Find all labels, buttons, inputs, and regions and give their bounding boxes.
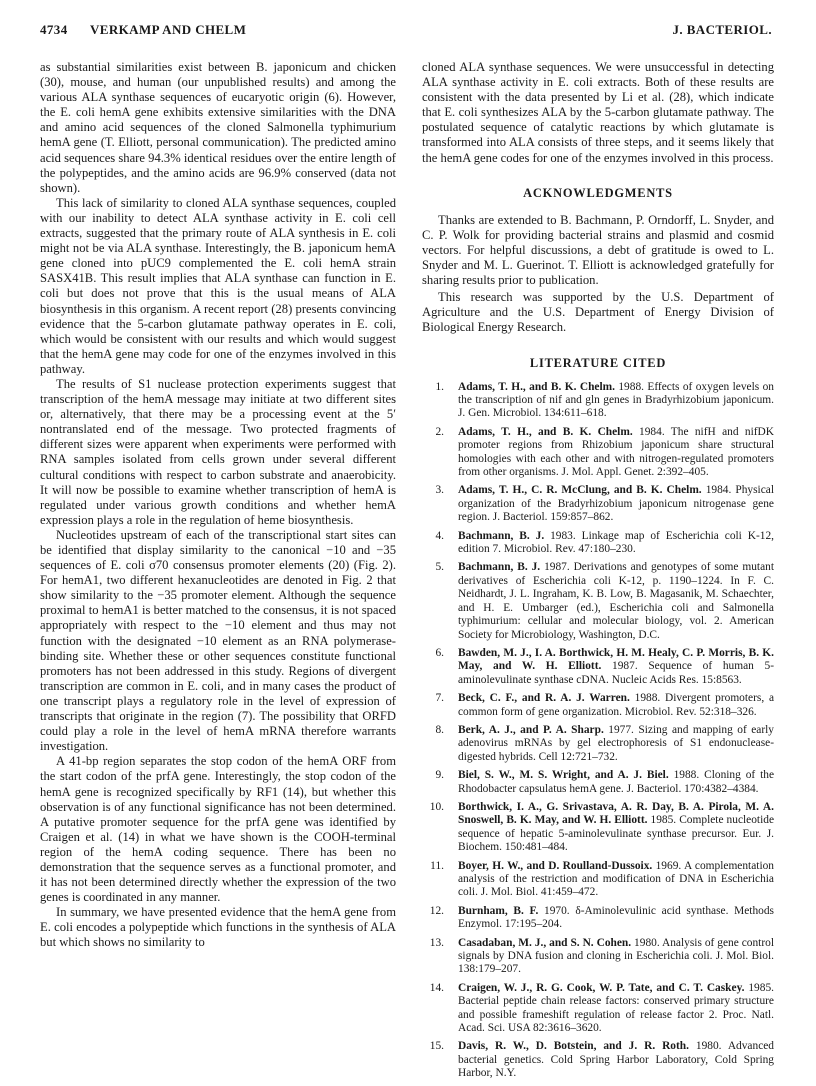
reference-number: 10.: [429, 800, 444, 813]
reference-text: 1970. δ-Aminolevulinic acid synthase. Methods Enzymol. 17:195–204.: [458, 904, 774, 931]
reference-item: [422, 647, 774, 687]
reference-authors: Davis, R. W., D. Botstein, and J. R. Roth.: [458, 1040, 689, 1053]
reference-number: 1.: [435, 380, 444, 393]
page-number: 4734: [40, 22, 68, 37]
reference-text: 1977. Sizing and mapping of early adenovirus mRNAs by gel electrophoresis of S1 endonuclease-digested hybrids. Cell 12:721–732.: [458, 723, 774, 763]
reference-item: [422, 905, 774, 932]
reference-authors: Adams, T. H., and B. K. Chelm.: [458, 380, 615, 393]
right-column: [422, 60, 774, 1086]
reference-text: 1988. Effects of oxygen levels on the transcription of nif and gln genes in Bradyrhizobium japonicum. J. Gen. Microbiol. 134:611–618.: [458, 380, 774, 420]
acknowledgment-paragraph: This research was supported by the U.S. Department of Agriculture and the U.S. Department of Energy Division of Biological Energy Research.: [422, 290, 774, 335]
reference-text: 1985. Bacterial peptide chain release factors: conserved primary structure and possible frameshift regulation of release factor 2. Proc. Natl. Acad. Sci. USA 82:3616–3620.: [458, 981, 774, 1035]
reference-authors: Bachmann, B. J.: [458, 529, 545, 542]
body-paragraph: This lack of similarity to cloned ALA synthase sequences, coupled with our inability to detect ALA synthase activity in E. coli cell extracts, suggested that the primary route of ALA synthesis in E. coli might not be via ALA synthase. Interestingly, the B. japonicum hemA gene cloned into pUC9 complemented the E. coli hemA strain SASX41B. This result implies that ALA synthase can function in E. coli but does not prove that this is the usual means of ALA biosynthesis in this organism. A recent report (28) presents convincing evidence that the 5-carbon glutamate pathway operates in E. coli, which would be consistent with our results and which would suggest that the hemA gene may code for one of the enzymes involved in this pathway.: [40, 195, 396, 376]
reference-item: [422, 484, 774, 524]
reference-number: 7.: [435, 692, 444, 705]
reference-number: 12.: [429, 904, 444, 917]
reference-number: 15.: [429, 1040, 444, 1053]
reference-item: [422, 860, 774, 900]
reference-authors: Adams, T. H., and B. K. Chelm.: [458, 425, 633, 438]
reference-authors: Boyer, H. W., and D. Roulland-Dussoix.: [458, 859, 653, 872]
reference-item: [422, 769, 774, 796]
reference-text: 1980. Analysis of gene control signals by DNA fusion and cloning in Escherichia coli. J. Mol. Biol. 138:179–207.: [458, 936, 774, 976]
reference-authors: Adams, T. H., C. R. McClung, and B. K. Chelm.: [458, 484, 702, 497]
reference-text: 1985. Complete nucleotide sequence of hepatic 5-aminolevulinate synthase precursor. Eur. J. Biochem. 150:481–484.: [458, 814, 775, 854]
reference-authors: Burnham, B. F.: [458, 904, 539, 917]
reference-text: 1980. Advanced bacterial genetics. Cold Spring Harbor Laboratory, Cold Spring Harbor, N.Y.: [458, 1040, 774, 1080]
reference-number: 4.: [435, 529, 444, 542]
reference-number: 2.: [435, 425, 444, 438]
body-paragraph: cloned ALA synthase sequences. We were unsuccessful in detecting ALA synthase activity in E. coli extracts. Both of these results are consistent with the data presented by Li et al. (28), which indicate that E. coli synthesizes ALA by the 5-carbon glutamate pathway. The postulated sequence of catalytic reactions by which glutamate is transformed into ALA consists of three steps, and it seems likely that the hemA gene codes for one of the enzymes involved in this process.: [422, 60, 774, 165]
reference-text: 1987. Sequence of human 5-aminolevulinate synthase cDNA. Nucleic Acids Res. 15:8563.: [458, 660, 774, 686]
left-column: [40, 60, 396, 951]
body-paragraph: as substantial similarities exist between B. japonicum and chicken (30), mouse, and human (our unpublished results) and among the various ALA synthase sequences of eucaryotic origin (6). However, the E. coli hemA gene exhibits extensive similarities with the DNA and amino acid sequences of the cloned Salmonella typhimurium hemA gene (T. Elliott, personal communication). The predicted amino acid sequences share 94.3% identical residues over the entire length of the polypeptides, and the amino acids are 96.9% conserved (data not shown).: [40, 60, 396, 195]
reference-authors: Berk, A. J., and P. A. Sharp.: [458, 723, 604, 736]
reference-authors: Beck, C. F., and R. A. J. Warren.: [458, 692, 630, 705]
reference-item: [422, 724, 774, 764]
journal-name: J. BACTERIOL.: [672, 22, 772, 37]
reference-item: [422, 801, 774, 855]
reference-authors: Bachmann, B. J.: [458, 561, 541, 574]
references-heading: LITERATURE CITED: [529, 355, 667, 370]
reference-number: 8.: [435, 723, 444, 736]
reference-text: 1988. Divergent promoters, a common form of gene organization. Microbiol. Rev. 52:318–326.: [458, 692, 775, 718]
acknowledgment-paragraph: Thanks are extended to B. Bachmann, P. Orndorff, L. Snyder, and C. P. Wolk for providing bacterial strains and plasmid and cosmid vectors. For helpful discussions, a debt of gratitude is owed to L. Snyder and M. L. Guerinot. T. Elliott is acknowledged gratefully for sharing results prior to publication.: [422, 212, 774, 288]
reference-item: [422, 982, 774, 1036]
reference-item: [422, 692, 774, 719]
body-paragraph: A 41-bp region separates the stop codon of the hemA ORF from the start codon of the prfA gene. Interestingly, the stop codon of the hemA gene is recognized specifically by RF1 (14), but whether this observation is of any functional significance has not been determined. A putative promoter sequence for the prfA gene was identified by Craigen et al. (14) in what we have shown is the COOH-terminal region of the hemA coding sequence. There has been no demonstration that the sequence serves as a functional promoter, and it has not been determined directly whether the expression of the two genes is coordinated in any manner.: [40, 754, 396, 905]
body-paragraph: The results of S1 nuclease protection experiments suggest that transcription of the hemA message may initiate at two different sites or, alternatively, that there may be a processing event at the 5′ nontranslated end of the message. Two protected fragments of different sizes were apparent when experiments were performed with RNA samples isolated from cells grown under several different cultural conditions with respect to carbon substrate and anaerobicity. It will now be possible to examine whether transcription of hemA is regulated under various growth conditions and whether hemA expression plays a role in the regulation of heme biosynthesis.: [40, 376, 396, 527]
running-title: VERKAMP AND CHELM: [90, 22, 247, 37]
reference-list: [422, 381, 774, 1081]
reference-number: 14.: [429, 981, 444, 994]
reference-text: 1988. Cloning of the Rhodobacter capsulatus hemA gene. J. Bacteriol. 170:4382–4384.: [458, 769, 775, 795]
reference-number: 3.: [435, 484, 444, 497]
reference-item: [422, 530, 774, 557]
reference-item: [422, 426, 774, 480]
reference-authors: Craigen, W. J., R. G. Cook, W. P. Tate, and C. T. Caskey.: [458, 981, 745, 994]
reference-authors: Borthwick, I. A., G. Srivastava, A. R. Day, B. A. Pirola, M. A. Snoswell, B. K. May, and W. H. Elliott.: [458, 800, 774, 827]
acknowledgments: [422, 213, 774, 336]
reference-number: 5.: [435, 561, 444, 574]
reference-item: [422, 1040, 774, 1080]
page-header: [40, 22, 772, 40]
reference-item: [422, 937, 774, 977]
reference-text: 1987. Derivations and genotypes of some mutant derivatives of Escherichia coli K-12, p. 1190–1224. In F. C. Neidhardt, J. L. Ingraham, K. B. Low, B. Magasanik, M. Schaechter, and H. E. Umbarger (ed.), Escherichia coli and Salmonella typhimurium: cellular and molecular biology, vol. 2. American Society for Microbiology, Washington, D.C.: [458, 561, 774, 641]
body-paragraph: In summary, we have presented evidence that the hemA gene from E. coli encodes a polypeptide which functions in the synthesis of ALA but which shows no similarity to: [40, 905, 396, 950]
reference-item: [422, 561, 774, 641]
reference-text: 1984. The nifH and nifDK promoter regions from Rhizobium japonicum share structural homologies with each other and with nitrogen-regulated promoters from other organisms. J. Mol. Appl. Genet. 2:392–405.: [458, 425, 774, 479]
reference-item: [422, 381, 774, 421]
reference-authors: Biel, S. W., M. S. Wright, and A. J. Biel.: [458, 769, 669, 782]
body-paragraph: Nucleotides upstream of each of the transcriptional start sites can be identified that display similarity to the canonical −10 and −35 sequences of E. coli σ70 consensus promoter elements (20) (Fig. 2). For hemA1, two different hexanucleotides are denoted in Fig. 2 that show similarity to the −35 promoter element. Although the sequence proximal to hemA1 is better matched to the consensus, it is not spaced appropriately with respect to the −10 element and thus may not function with the designated −10 element as an RNA polymerase-binding site. Whether these or other sequences constitute functional promoters has not been addressed in this study. Regions of divergent transcription are common in E. coli, and in many cases the product of one transcript plays a regulatory role in the level of expression of transcripts that originate in the region (7). The possibility that ORFD could play a role in the level of hemA mRNA therefore warrants investigation.: [40, 527, 396, 754]
reference-number: 6.: [435, 646, 444, 659]
reference-number: 9.: [435, 769, 444, 782]
reference-authors: Casadaban, M. J., and S. N. Cohen.: [458, 936, 632, 949]
reference-text: 1984. Physical organization of the Bradyrhizobium japonicum nitrogenase gene region. J. Bacteriol. 159:857–862.: [458, 484, 774, 524]
acknowledgments-heading: ACKNOWLEDGMENTS: [523, 185, 673, 200]
reference-text: 1969. A complementation analysis of the restriction and modification of DNA in Escherichia coli. J. Mol. Biol. 41:459–472.: [458, 859, 774, 899]
reference-number: 11.: [430, 859, 444, 872]
reference-authors: Bawden, M. J., I. A. Borthwick, H. M. Healy, C. P. Morris, B. K. May, and W. H. Elliott.: [458, 646, 774, 673]
reference-text: 1983. Linkage map of Escherichia coli K-12, edition 7. Microbiol. Rev. 47:180–230.: [458, 529, 774, 556]
reference-number: 13.: [429, 936, 444, 949]
